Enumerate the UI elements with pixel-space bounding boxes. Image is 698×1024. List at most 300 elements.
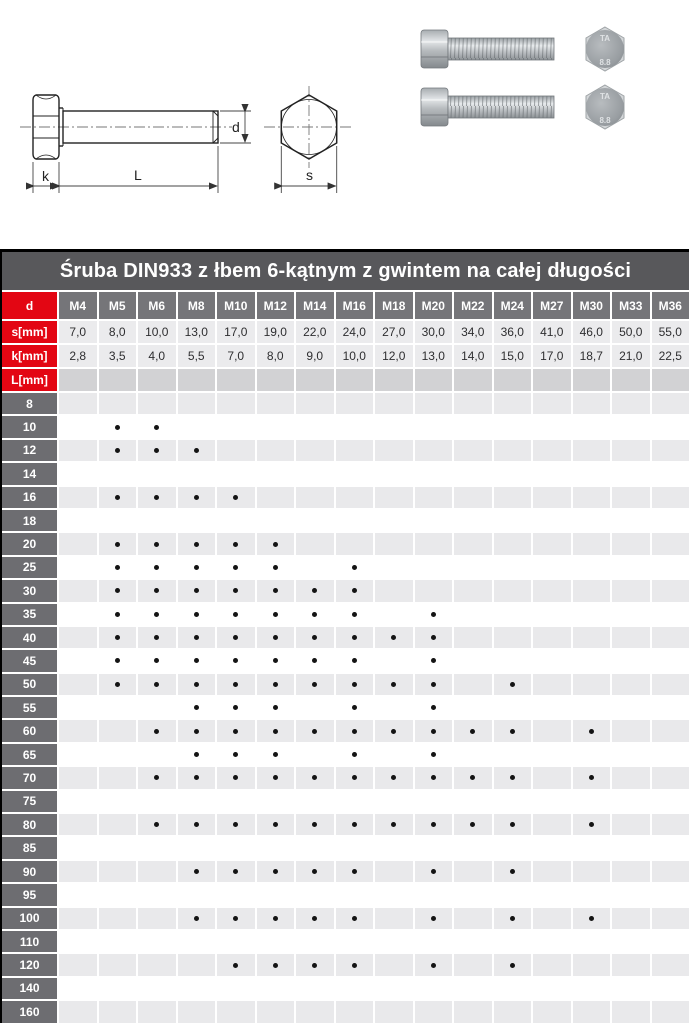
availability-dot	[470, 729, 475, 734]
col-header-M36: M36	[652, 292, 690, 319]
length-row-label: 80	[2, 814, 57, 835]
availability-cell	[138, 884, 176, 905]
availability-cell	[99, 604, 137, 625]
availability-dot	[273, 565, 278, 570]
availability-cell	[99, 627, 137, 648]
availability-cell	[296, 908, 334, 929]
availability-cell	[217, 393, 255, 414]
col-header-M22: M22	[454, 292, 492, 319]
availability-cell	[454, 604, 492, 625]
availability-cell	[415, 814, 453, 835]
availability-dot	[154, 682, 159, 687]
availability-cell	[415, 837, 453, 858]
availability-cell	[533, 674, 571, 695]
dimension-d-label: d	[232, 119, 240, 135]
availability-cell	[99, 1001, 137, 1022]
availability-cell	[533, 463, 571, 484]
s-value-cell: 13,0	[178, 321, 216, 343]
availability-cell	[296, 1001, 334, 1022]
col-header-M12: M12	[257, 292, 295, 319]
length-row-label: 25	[2, 557, 57, 578]
availability-cell	[612, 510, 650, 531]
availability-cell	[178, 954, 216, 975]
availability-dot	[273, 682, 278, 687]
availability-cell	[573, 487, 611, 508]
availability-cell	[138, 627, 176, 648]
availability-cell	[217, 814, 255, 835]
availability-cell	[612, 814, 650, 835]
availability-cell	[99, 674, 137, 695]
availability-cell	[533, 557, 571, 578]
availability-cell	[494, 931, 532, 952]
availability-cell	[612, 720, 650, 741]
length-header-cell	[178, 369, 216, 391]
k-value-cell: 17,0	[533, 345, 571, 367]
availability-cell	[336, 908, 374, 929]
availability-cell	[217, 627, 255, 648]
bolt-photo-head-1	[586, 27, 624, 71]
availability-cell	[454, 931, 492, 952]
availability-cell	[178, 884, 216, 905]
availability-dot	[391, 775, 396, 780]
availability-cell	[59, 767, 97, 788]
length-header-label: L[mm]	[2, 369, 57, 391]
availability-cell	[99, 697, 137, 718]
availability-dot	[233, 916, 238, 921]
availability-cell	[336, 978, 374, 999]
availability-cell	[573, 440, 611, 461]
availability-cell	[178, 931, 216, 952]
availability-cell	[336, 837, 374, 858]
dimension-L-label: L	[134, 167, 142, 183]
length-header-cell	[533, 369, 571, 391]
availability-cell	[99, 510, 137, 531]
availability-dot	[431, 752, 436, 757]
availability-cell	[217, 510, 255, 531]
availability-cell	[59, 393, 97, 414]
availability-cell	[296, 697, 334, 718]
availability-dot	[154, 612, 159, 617]
availability-cell	[454, 954, 492, 975]
availability-cell	[652, 744, 690, 765]
availability-cell	[257, 908, 295, 929]
availability-cell	[99, 720, 137, 741]
availability-cell	[257, 627, 295, 648]
availability-cell	[415, 557, 453, 578]
availability-cell	[415, 510, 453, 531]
availability-dot	[233, 705, 238, 710]
availability-dot	[194, 612, 199, 617]
availability-cell	[336, 1001, 374, 1022]
s-value-cell: 8,0	[99, 321, 137, 343]
length-row-label: 16	[2, 487, 57, 508]
availability-cell	[138, 487, 176, 508]
length-header-cell	[415, 369, 453, 391]
availability-cell	[494, 510, 532, 531]
availability-cell	[454, 650, 492, 671]
availability-cell	[375, 440, 413, 461]
availability-dot	[352, 775, 357, 780]
availability-dot	[352, 705, 357, 710]
availability-cell	[59, 650, 97, 671]
k-value-cell: 21,0	[612, 345, 650, 367]
availability-cell	[296, 884, 334, 905]
availability-cell	[217, 697, 255, 718]
availability-cell	[336, 674, 374, 695]
availability-cell	[415, 954, 453, 975]
availability-cell	[612, 954, 650, 975]
col-header-M4: M4	[59, 292, 97, 319]
availability-cell	[336, 463, 374, 484]
availability-cell	[178, 978, 216, 999]
availability-cell	[415, 908, 453, 929]
availability-dot	[154, 448, 159, 453]
availability-cell	[652, 487, 690, 508]
availability-dot	[273, 729, 278, 734]
availability-cell	[652, 533, 690, 554]
availability-cell	[652, 1001, 690, 1022]
availability-cell	[178, 697, 216, 718]
availability-dot	[352, 729, 357, 734]
product-photos	[413, 10, 645, 130]
availability-dot	[154, 425, 159, 430]
availability-dot	[154, 565, 159, 570]
availability-dot	[510, 822, 515, 827]
availability-cell	[178, 604, 216, 625]
availability-cell	[415, 416, 453, 437]
availability-cell	[652, 580, 690, 601]
availability-cell	[336, 814, 374, 835]
length-row-label: 160	[2, 1001, 57, 1022]
availability-cell	[257, 884, 295, 905]
availability-cell	[573, 557, 611, 578]
availability-cell	[336, 744, 374, 765]
availability-cell	[652, 837, 690, 858]
availability-cell	[454, 510, 492, 531]
availability-cell	[336, 697, 374, 718]
availability-cell	[99, 744, 137, 765]
availability-cell	[454, 791, 492, 812]
k-value-cell: 4,0	[138, 345, 176, 367]
availability-dot	[391, 729, 396, 734]
availability-cell	[494, 861, 532, 882]
availability-cell	[178, 510, 216, 531]
availability-dot	[312, 658, 317, 663]
head-marking-grade: 8.8	[599, 116, 611, 125]
availability-cell	[59, 1001, 97, 1022]
availability-dot	[154, 729, 159, 734]
availability-cell	[573, 463, 611, 484]
availability-cell	[375, 861, 413, 882]
availability-cell	[178, 416, 216, 437]
availability-cell	[494, 814, 532, 835]
availability-cell	[217, 487, 255, 508]
availability-cell	[296, 627, 334, 648]
availability-cell	[573, 954, 611, 975]
availability-cell	[217, 580, 255, 601]
availability-dot	[431, 635, 436, 640]
availability-cell	[573, 674, 611, 695]
availability-cell	[138, 440, 176, 461]
availability-cell	[178, 463, 216, 484]
availability-cell	[494, 650, 532, 671]
availability-cell	[454, 580, 492, 601]
availability-cell	[59, 463, 97, 484]
availability-cell	[59, 557, 97, 578]
availability-cell	[612, 674, 650, 695]
availability-dot	[115, 448, 120, 453]
availability-dot	[510, 869, 515, 874]
availability-cell	[573, 510, 611, 531]
availability-cell	[454, 1001, 492, 1022]
availability-cell	[573, 627, 611, 648]
availability-cell	[573, 604, 611, 625]
col-header-M33: M33	[612, 292, 650, 319]
length-header-cell	[296, 369, 334, 391]
availability-cell	[296, 510, 334, 531]
availability-cell	[296, 533, 334, 554]
availability-dot	[312, 588, 317, 593]
length-row-label: 45	[2, 650, 57, 671]
availability-cell	[415, 604, 453, 625]
availability-cell	[257, 978, 295, 999]
col-header-M8: M8	[178, 292, 216, 319]
availability-cell	[296, 791, 334, 812]
availability-cell	[533, 814, 571, 835]
availability-cell	[494, 440, 532, 461]
availability-cell	[652, 767, 690, 788]
availability-cell	[494, 533, 532, 554]
availability-dot	[115, 612, 120, 617]
availability-cell	[178, 744, 216, 765]
availability-cell	[494, 580, 532, 601]
availability-cell	[257, 650, 295, 671]
availability-cell	[99, 393, 137, 414]
availability-cell	[336, 720, 374, 741]
k-value-cell: 3,5	[99, 345, 137, 367]
availability-dot	[391, 822, 396, 827]
availability-dot	[391, 682, 396, 687]
availability-cell	[612, 487, 650, 508]
availability-cell	[454, 908, 492, 929]
availability-cell	[59, 814, 97, 835]
availability-cell	[415, 744, 453, 765]
availability-cell	[138, 720, 176, 741]
availability-dot	[233, 565, 238, 570]
availability-cell	[138, 533, 176, 554]
availability-dot	[233, 495, 238, 500]
availability-dot	[273, 705, 278, 710]
availability-cell	[296, 416, 334, 437]
availability-cell	[612, 697, 650, 718]
k-value-cell: 2,8	[59, 345, 97, 367]
availability-dot	[233, 752, 238, 757]
availability-cell	[138, 744, 176, 765]
availability-dot	[589, 775, 594, 780]
availability-dot	[589, 822, 594, 827]
availability-cell	[415, 861, 453, 882]
availability-dot	[273, 542, 278, 547]
availability-cell	[375, 744, 413, 765]
availability-cell	[178, 487, 216, 508]
availability-cell	[217, 744, 255, 765]
availability-dot	[194, 588, 199, 593]
availability-cell	[652, 674, 690, 695]
availability-cell	[257, 1001, 295, 1022]
availability-cell	[99, 416, 137, 437]
availability-cell	[375, 931, 413, 952]
length-header-cell	[494, 369, 532, 391]
availability-cell	[178, 861, 216, 882]
availability-cell	[533, 580, 571, 601]
length-header-cell	[257, 369, 295, 391]
availability-cell	[573, 814, 611, 835]
availability-cell	[533, 954, 571, 975]
availability-cell	[217, 416, 255, 437]
availability-cell	[296, 557, 334, 578]
availability-cell	[178, 1001, 216, 1022]
availability-cell	[533, 533, 571, 554]
availability-dot	[194, 565, 199, 570]
length-header-cell	[99, 369, 137, 391]
s-value-cell: 17,0	[217, 321, 255, 343]
bolt-photo-side-1	[421, 30, 554, 68]
availability-dot	[233, 635, 238, 640]
availability-cell	[494, 720, 532, 741]
availability-cell	[59, 954, 97, 975]
availability-dot	[115, 682, 120, 687]
availability-dot	[194, 448, 199, 453]
availability-cell	[138, 954, 176, 975]
length-header-cell	[454, 369, 492, 391]
availability-dot	[233, 542, 238, 547]
availability-dot	[589, 916, 594, 921]
availability-cell	[257, 931, 295, 952]
availability-dot	[510, 963, 515, 968]
k-value-cell: 7,0	[217, 345, 255, 367]
availability-dot	[115, 588, 120, 593]
availability-cell	[415, 1001, 453, 1022]
availability-dot	[115, 542, 120, 547]
availability-cell	[217, 837, 255, 858]
availability-dot	[154, 658, 159, 663]
k-value-cell: 22,5	[652, 345, 690, 367]
availability-cell	[652, 931, 690, 952]
availability-cell	[375, 416, 413, 437]
availability-cell	[454, 744, 492, 765]
bolt-photo-head-2	[586, 85, 624, 129]
availability-cell	[494, 908, 532, 929]
availability-dot	[194, 916, 199, 921]
s-value-cell: 41,0	[533, 321, 571, 343]
availability-cell	[257, 487, 295, 508]
availability-cell	[494, 837, 532, 858]
length-row-label: 40	[2, 627, 57, 648]
availability-cell	[533, 720, 571, 741]
availability-cell	[59, 978, 97, 999]
availability-cell	[533, 697, 571, 718]
availability-cell	[494, 604, 532, 625]
availability-cell	[375, 650, 413, 671]
availability-cell	[336, 440, 374, 461]
availability-dot	[233, 729, 238, 734]
availability-dot	[352, 588, 357, 593]
availability-cell	[138, 791, 176, 812]
availability-cell	[257, 674, 295, 695]
availability-cell	[99, 861, 137, 882]
availability-cell	[652, 908, 690, 929]
length-row-label: 14	[2, 463, 57, 484]
availability-cell	[454, 533, 492, 554]
availability-dot	[154, 495, 159, 500]
availability-dot	[115, 565, 120, 570]
availability-dot	[312, 775, 317, 780]
availability-cell	[59, 861, 97, 882]
availability-cell	[454, 884, 492, 905]
availability-cell	[533, 908, 571, 929]
availability-cell	[415, 931, 453, 952]
availability-cell	[454, 861, 492, 882]
length-row-label: 140	[2, 978, 57, 999]
availability-cell	[612, 440, 650, 461]
s-value-cell: 55,0	[652, 321, 690, 343]
length-row-label: 90	[2, 861, 57, 882]
availability-dot	[431, 729, 436, 734]
s-value-cell: 24,0	[336, 321, 374, 343]
availability-dot	[312, 682, 317, 687]
availability-dot	[194, 729, 199, 734]
availability-cell	[612, 978, 650, 999]
availability-cell	[533, 440, 571, 461]
availability-dot	[233, 822, 238, 827]
availability-dot	[273, 752, 278, 757]
availability-cell	[573, 837, 611, 858]
availability-cell	[257, 557, 295, 578]
availability-dot	[273, 916, 278, 921]
availability-dot	[470, 822, 475, 827]
availability-dot	[273, 963, 278, 968]
availability-dot	[431, 822, 436, 827]
availability-cell	[375, 767, 413, 788]
availability-cell	[612, 861, 650, 882]
availability-cell	[454, 627, 492, 648]
availability-cell	[257, 416, 295, 437]
availability-cell	[138, 557, 176, 578]
availability-cell	[612, 1001, 650, 1022]
top-section	[0, 0, 698, 249]
availability-cell	[494, 697, 532, 718]
availability-cell	[375, 697, 413, 718]
availability-cell	[375, 627, 413, 648]
availability-cell	[99, 814, 137, 835]
k-value-cell: 8,0	[257, 345, 295, 367]
availability-dot	[115, 635, 120, 640]
availability-cell	[375, 580, 413, 601]
availability-cell	[257, 814, 295, 835]
availability-cell	[454, 837, 492, 858]
availability-cell	[296, 954, 334, 975]
availability-cell	[415, 720, 453, 741]
availability-cell	[59, 604, 97, 625]
availability-cell	[533, 861, 571, 882]
availability-dot	[312, 963, 317, 968]
availability-cell	[257, 697, 295, 718]
availability-cell	[178, 580, 216, 601]
availability-cell	[138, 861, 176, 882]
availability-cell	[573, 416, 611, 437]
availability-cell	[257, 861, 295, 882]
availability-dot	[352, 635, 357, 640]
